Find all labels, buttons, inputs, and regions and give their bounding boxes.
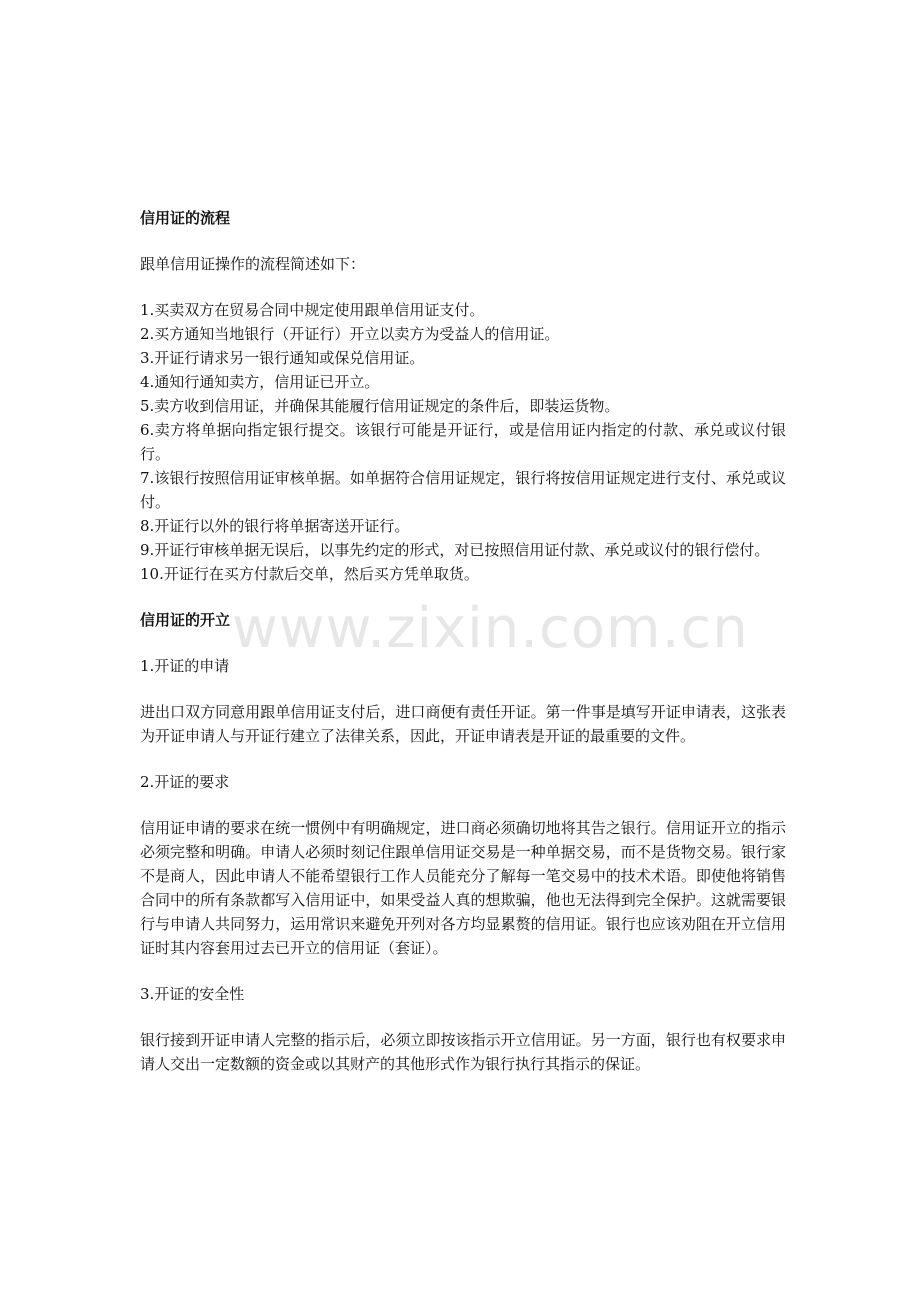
process-steps-list <box>140 298 786 586</box>
list-item: 10.开证行在买方付款后交单，然后买方凭单取货。 <box>140 565 479 583</box>
section-title-lc-process: 信用证的流程 <box>140 209 231 227</box>
subsection-title-requirements: 2.开证的要求 <box>140 773 230 791</box>
list-item: 1.买卖双方在贸易合同中规定使用跟单信用证支付。 <box>140 301 485 319</box>
list-item: 8.开证行以外的银行将单据寄送开证行。 <box>140 517 410 535</box>
list-item: 9.开证行审核单据无误后，以事先约定的形式，对已按照信用证付款、承兑或议付的银行偿付。 <box>140 541 770 559</box>
watermark-text: www.zixin.com.cn <box>232 596 749 661</box>
list-item: 7.该银行按照信用证审核单据。如单据符合信用证规定，银行将按信用证规定进行支付、承兑或议付。 <box>140 469 786 511</box>
list-item: 3.开证行请求另一银行通知或保兑信用证。 <box>140 349 425 367</box>
list-item: 5.卖方收到信用证，并确保其能履行信用证规定的条件后，即装运货物。 <box>140 397 620 415</box>
paragraph-safety: 银行接到开证申请人完整的指示后，必须立即按该指示开立信用证。另一方面，银行也有权要求申请人交出一定数额的资金或以其财产的其他形式作为银行执行其指示的保证。 <box>140 1031 786 1073</box>
process-intro: 跟单信用证操作的流程简述如下： <box>140 255 366 273</box>
list-item: 4.通知行通知卖方，信用证已开立。 <box>140 373 380 391</box>
paragraph-requirements: 信用证申请的要求在统一惯例中有明确规定，进口商必须确切地将其告之银行。信用证开立的指示必须完整和明确。申请人必须时刻记住跟单信用证交易是一种单据交易，而不是货物交易。银行家不是商人，因此申请人不能希望银行工作人员能充分了解每一笔交易中的技术术语。即使他将销售合同中的所有条款都写入信用证中，如果受益人真的想欺骗，他也无法得到完全保护。这就需要银行与申请人共同努力，运用常识来避免开列对各方均显累赘的信用证。银行也应该劝阻在开立信用证时其内容套用过去已开立的信用证（套证）。 <box>140 819 786 957</box>
subsection-title-safety: 3.开证的安全性 <box>140 985 245 1003</box>
paragraph-application: 进出口双方同意用跟单信用证支付后，进口商便有责任开证。第一件事是填写开证申请表，这张表为开证申请人与开证行建立了法律关系，因此，开证申请表是开证的最重要的文件。 <box>140 703 786 745</box>
section-title-lc-opening: 信用证的开立 <box>140 611 231 629</box>
subsection-title-application: 1.开证的申请 <box>140 657 230 675</box>
document-body <box>140 206 786 1076</box>
list-item: 6.卖方将单据向指定银行提交。该银行可能是开证行，或是信用证内指定的付款、承兑或议付银行。 <box>140 421 786 463</box>
list-item: 2.买方通知当地银行（开证行）开立以卖方为受益人的信用证。 <box>140 325 560 343</box>
